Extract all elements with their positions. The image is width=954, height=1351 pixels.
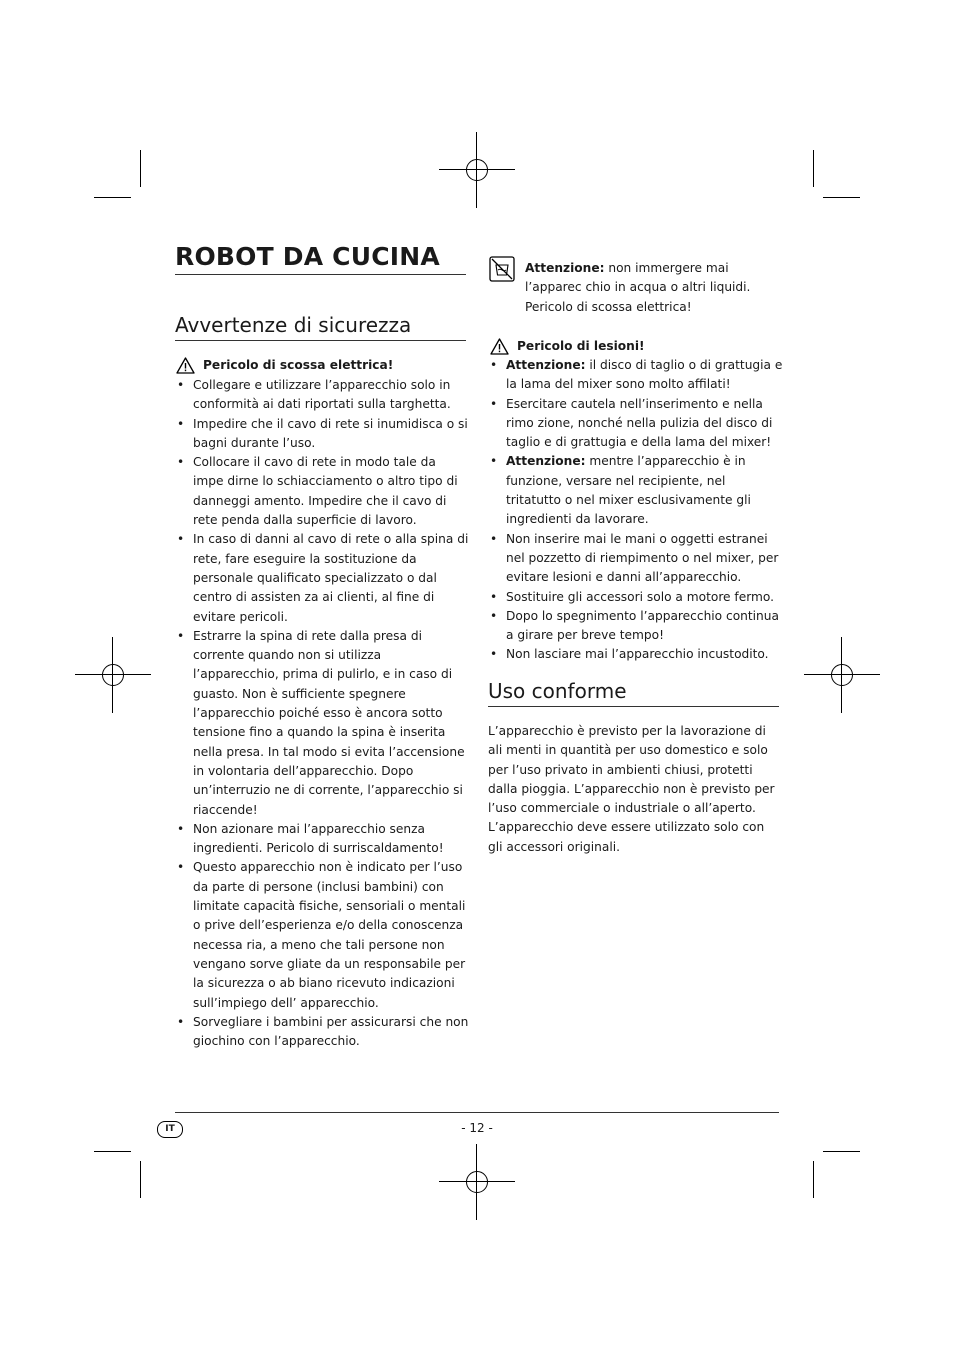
registration-mark-icon <box>75 637 151 713</box>
list-item: • In caso di danni al cavo di rete o alla spina di rete, fare eseguire la sostituzione da personale qualificato specializzato o dal centro di assisten za ai clienti, al fine di evitare pericoli. <box>175 530 470 626</box>
crop-mark <box>140 150 141 187</box>
crop-mark <box>94 197 131 198</box>
list-item <box>488 530 783 588</box>
list-item: • Collocare il cavo di rete in modo tale da impe dirne lo schiacciamento o altro tipo di danneggi amento. Impedire che il cavo di rete penda dalla superficie di lavoro. <box>175 453 470 530</box>
water-note-label: Attenzione: <box>525 261 605 275</box>
registration-mark-icon <box>439 1144 515 1220</box>
list-item-text: Non lasciare mai l’apparecchio incustodito. <box>506 647 769 662</box>
list-item <box>488 356 783 395</box>
crop-mark <box>823 197 860 198</box>
water-note <box>525 259 777 317</box>
no-water-immersion-icon <box>489 256 515 282</box>
list-item-label: Attenzione: <box>506 358 586 372</box>
crop-mark <box>823 1151 860 1152</box>
language-badge: IT <box>157 1121 183 1138</box>
list-item <box>488 588 783 607</box>
list-item: • Questo apparecchio non è indicato per l’uso da parte di persone (inclusi bambini) con limitate capacità fisiche, sensoriali o mentali o prive dell’esperienza e/o della conoscenza necessa ria, a meno che tali persone non vengano sorve gliate da un responsabile per la sicurezza o ab biano ricevuto indicazioni sull’impiego dell’ apparecchio. <box>175 858 470 1012</box>
list-item-text: Dopo lo spegnimento l’apparecchio continua a girare per breve tempo! <box>506 608 779 643</box>
list-item <box>488 607 783 646</box>
list-item <box>488 395 783 453</box>
crop-mark <box>94 1151 131 1152</box>
injury-warning-list <box>488 356 783 665</box>
water-note-text: non immergere mai l’apparec chio in acqua o altri liquidi. Pericolo di scossa elettrica! <box>525 261 751 314</box>
intended-use-text: L’apparecchio è previsto per la lavorazione di ali menti in quantità per uso domestico e solo per l’uso privato in ambienti chiusi, protetti dalla pioggia. L’apparecchio non è previsto per l’uso commerciale o industriale o all’aperto. L’apparecchio deve essere utilizzato solo con gli accessori originali. <box>488 724 775 854</box>
list-item <box>488 452 783 529</box>
list-item: • Collegare e utilizzare l’apparecchio solo in conformità ai dati riportati sulla targhetta. <box>175 376 470 415</box>
list-item-text: mentre l’apparecchio è in funzione, versare nel recipiente, nel tritatutto o nel mixer esclusivamente gli ingredienti da lavorare. <box>506 454 751 527</box>
crop-mark <box>140 1161 141 1198</box>
list-item: • Impedire che il cavo di rete si inumidisca o si bagni durante l’uso. <box>175 415 470 454</box>
footer-divider <box>175 1112 779 1113</box>
warning-triangle-icon <box>176 357 195 374</box>
page-title: ROBOT DA CUCINA <box>175 243 466 275</box>
crop-mark <box>813 1161 814 1198</box>
list-item-text: Sostituire gli accessori solo a motore fermo. <box>506 589 775 604</box>
shock-warning-label: Pericolo di scossa elettrica! <box>203 358 394 372</box>
list-item-text: il disco di taglio o di grattugia e la lama del mixer sono molto affilati! <box>506 358 783 392</box>
injury-warning-heading <box>490 337 645 356</box>
crop-mark <box>813 150 814 187</box>
registration-mark-icon <box>439 132 515 208</box>
shock-warning-list <box>175 376 470 1051</box>
warning-triangle-icon <box>490 338 509 355</box>
list-item: • Non azionare mai l’apparecchio senza ingredienti. Pericolo di surriscaldamento! <box>175 820 470 859</box>
list-item: • Estrarre la spina di rete dalla presa di corrente quando non si utilizza l’apparecchio, prima di pulirlo, e in caso di guasto. Non è sufficiente spegnere l’apparecchio poiché esso è ancora sotto tensione fino a quando la spina è inserita nella presa. In tal modo si evita l’accensione in volontaria dell’apparecchio. Dopo un’interruzio ne di corrente, l’apparecchio si riaccende! <box>175 627 470 820</box>
page-number: - 12 - <box>461 1121 493 1135</box>
injury-warning-label: Pericolo di lesioni! <box>517 339 645 353</box>
intended-use-heading: Uso conforme <box>488 678 779 707</box>
list-item-text: Esercitare cautela nell’inserimento e nella rimo zione, nonché nella pulizia del disco di taglio e di grattugia e della lama del mixer! <box>506 396 773 450</box>
list-item-text: Non inserire mai le mani o oggetti estranei nel pozzetto di riempimento o nel mixer, per evitare lesioni e danni all’apparecchio. <box>506 531 779 585</box>
shock-warning-heading <box>176 356 393 375</box>
safety-heading: Avvertenze di sicurezza <box>175 312 466 341</box>
list-item <box>488 645 783 664</box>
list-item: • Sorvegliare i bambini per assicurarsi che non giochino con l’apparecchio. <box>175 1013 470 1052</box>
list-item-label: Attenzione: <box>506 454 586 469</box>
registration-mark-icon <box>804 637 880 713</box>
